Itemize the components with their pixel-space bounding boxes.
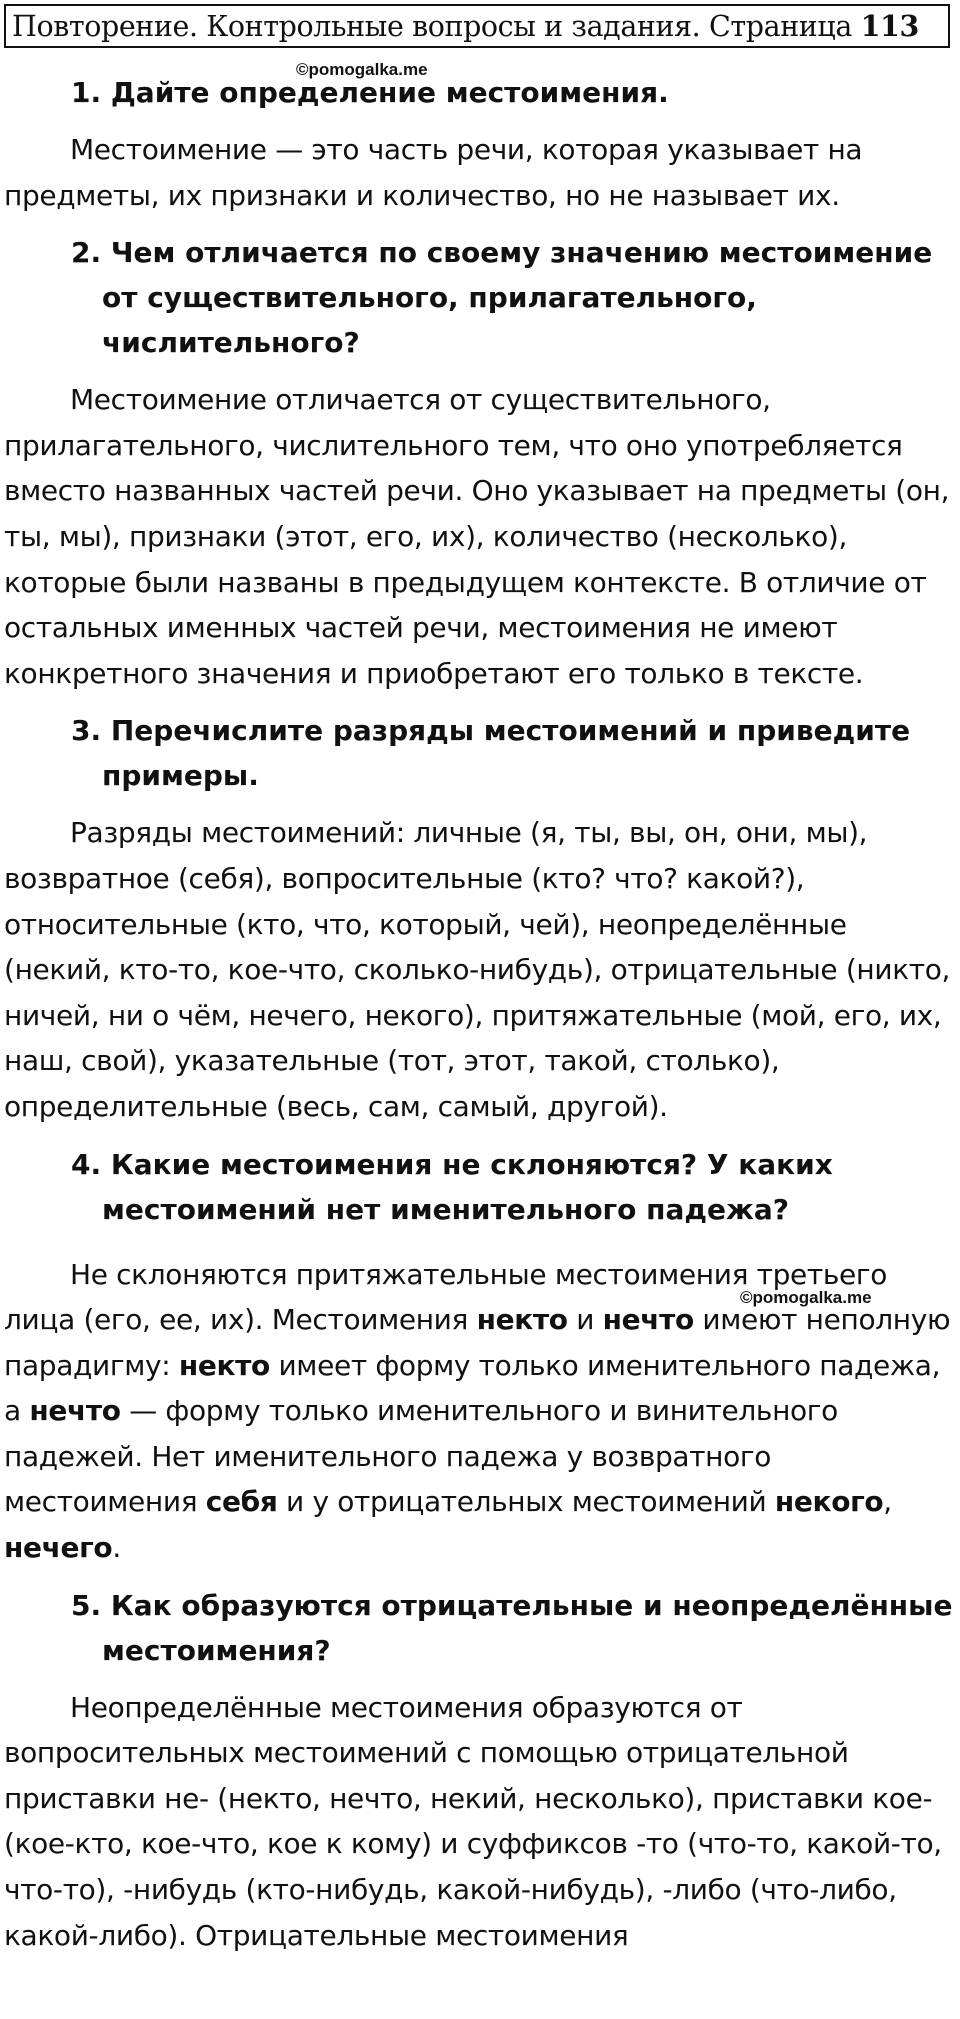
answer-5: Неопределённые местоимения образуются от вопросительных местоимений с помощью отрицательной приставки не- (некто, нечто, некий, несколько), приставки кое- (кое-кто, кое-что, кое к кому) и суффиксов -то (что-то, какой-то, что-то), -нибудь (кто-нибудь, какой-нибудь), -либо (что-либо, какой-либо). Отрицательные местоимения — [4, 1690, 942, 1952]
answer-1: Местоимение — это часть речи, которая указывает на предметы, их признаки и количество, но не называет их. — [4, 133, 863, 212]
bold-term: некто — [476, 1303, 568, 1337]
bold-term: нечто — [602, 1303, 694, 1337]
bold-term: некого — [774, 1485, 884, 1519]
header-page-number: 113 — [860, 9, 919, 43]
page-header — [4, 4, 950, 48]
question-4: 4. Какие местоимения не склоняются? У каких местоимений нет именительного падежа? — [71, 1147, 833, 1226]
answer-3: Разряды местоимений: личные (я, ты, вы, он, они, мы), возвратное (себя), вопросительные (кто? что? какой?), относительные (кто, что, который, чей), неопределённые (некий, кто-то, кое-что, сколько-нибудь), отрицательные (никто, ничей, ни о чём, нечего, некого), притяжательные (мой, его, их, наш, свой), указательные (тот, этот, такой, столько), определительные (весь, сам, самый, другой). — [4, 816, 951, 1123]
watermark: ©pomogalka.me — [740, 1288, 872, 1307]
bold-term: себя — [205, 1485, 278, 1519]
question-2: 2. Чем отличается по своему значению местоимение от существительного, прилагательного, числительного? — [71, 236, 933, 360]
bold-term: нечего — [4, 1531, 113, 1565]
question-5: 5. Как образуются отрицательные и неопределённые местоимения? — [71, 1588, 953, 1667]
bold-term: некто — [178, 1348, 270, 1382]
answer-4: Не склоняются притяжательные местоимения третьего лица (его, ее, их). Местоимения некто и нечто имеют неполную парадигму: некто имеет форму только именительного падежа, а нечто — форму только именительного и винительного падежей. Нет именительного падежа у возвратного местоимения себя и у отрицательных местоимений некого, нечего. — [4, 1257, 951, 1565]
question-1: 1. Дайте определение местоимения. — [71, 76, 669, 109]
question-3: 3. Перечислите разряды местоимений и приведите примеры. — [71, 714, 911, 793]
watermark: ©pomogalka.me — [296, 60, 428, 79]
header-title: Повторение. Контрольные вопросы и задания. Страница — [12, 10, 852, 43]
content — [4, 70, 954, 1958]
answer-2: Местоимение отличается от существительного, прилагательного, числительного тем, что оно употребляется вместо названных частей речи. Оно указывает на предметы (он, ты, мы), признаки (этот, его, их), количество (несколько), которые были названы в предыдущем контексте. В отличие от остальных именных частей речи, местоимения не имеют конкретного значения и приобретают его только в тексте. — [4, 383, 950, 690]
bold-term: нечто — [29, 1394, 121, 1428]
